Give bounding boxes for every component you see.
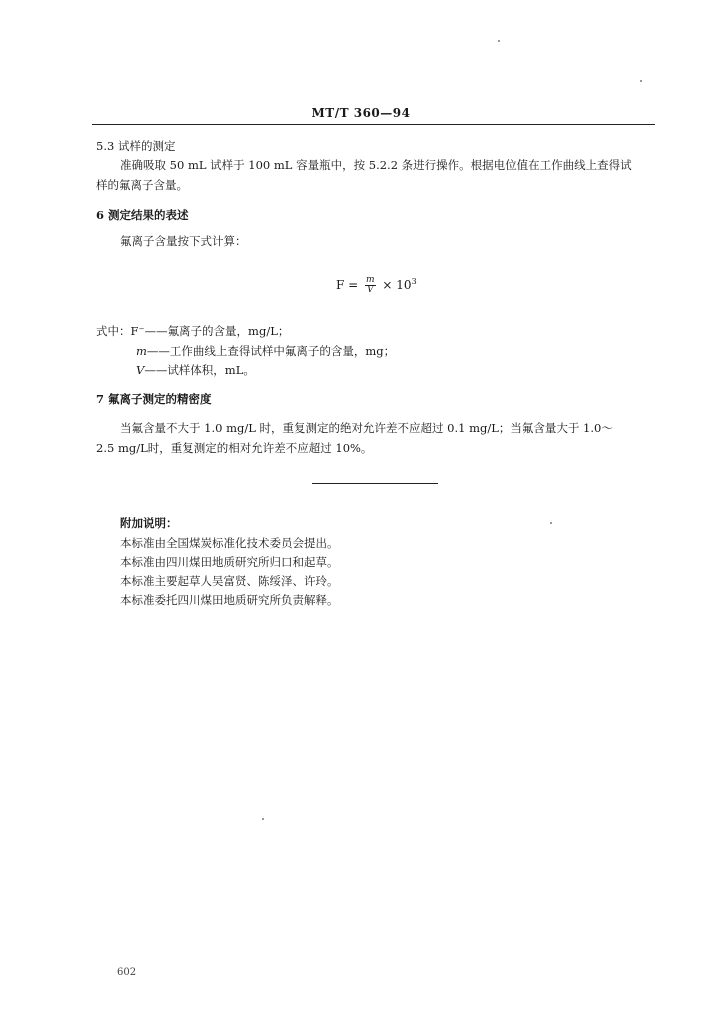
formula-numerator: m [366, 275, 375, 285]
formula-denominator: V [367, 285, 374, 295]
scan-speck [262, 818, 264, 820]
formula-fraction [365, 276, 376, 295]
end-rule [312, 483, 438, 484]
definition-text-v: ——试样体积，mL。 [144, 363, 255, 377]
definition-text-f: ——氟离子的含量，mg/L； [144, 324, 290, 338]
section-6-intro: 氟离子含量按下式计算： [120, 234, 247, 248]
header-rule [92, 124, 655, 125]
page-number: 602 [117, 967, 137, 978]
scan-speck [640, 80, 642, 82]
section-7-line-2: 2.5 mg/L时，重复测定的相对允许差不应超过 10%。 [96, 441, 373, 455]
formula-multiplier: × 10 [382, 278, 412, 292]
definition-symbol-v: V [136, 363, 145, 377]
page-header-title: MT/T 360—94 [311, 106, 411, 120]
section-5-3-line-1: 准确吸取 50 mL 试样于 100 mL 容量瓶中，按 5.2.2 条进行操作。根据电位值在工作曲线上查得试 [120, 158, 632, 172]
scan-speck [550, 522, 552, 524]
where-label: 式中： [96, 324, 131, 338]
notes-line-2: 本标准由四川煤田地质研究所归口和起草。 [120, 555, 339, 569]
definition-text-m: ——工作曲线上查得试样中氟离子的含量，mg； [146, 344, 396, 358]
notes-heading: 附加说明： [120, 516, 178, 530]
formula-exponent: 3 [411, 277, 417, 286]
notes-line-1: 本标准由全国煤炭标准化技术委员会提出。 [120, 536, 339, 550]
section-6-heading: 6 测定结果的表述 [96, 208, 189, 222]
notes-line-4: 本标准委托四川煤田地质研究所负责解释。 [120, 593, 339, 607]
definition-symbol-m: m [136, 344, 147, 358]
definitions-line-1 [96, 323, 289, 339]
scan-speck [498, 40, 500, 42]
notes-line-3: 本标准主要起草人吴富贤、陈绥泽、许玲。 [120, 574, 339, 588]
section-5-3-heading: 5.3 试样的测定 [96, 139, 176, 153]
definitions-line-2 [136, 343, 395, 359]
section-5-3-line-2: 样的氟离子含量。 [96, 178, 188, 192]
definitions-line-3 [136, 362, 255, 378]
formula-lhs: F [336, 278, 345, 292]
formula-equals: = [348, 278, 359, 292]
section-7-heading: 7 氟离子测定的精密度 [96, 392, 212, 406]
section-7-line-1: 当氟含量不大于 1.0 mg/L 时，重复测定的绝对允许差不应超过 0.1 mg/L；当氟含量大于 1.0～ [120, 421, 613, 435]
fluoride-formula [336, 276, 417, 295]
definition-symbol-f: F⁻ [130, 324, 145, 338]
